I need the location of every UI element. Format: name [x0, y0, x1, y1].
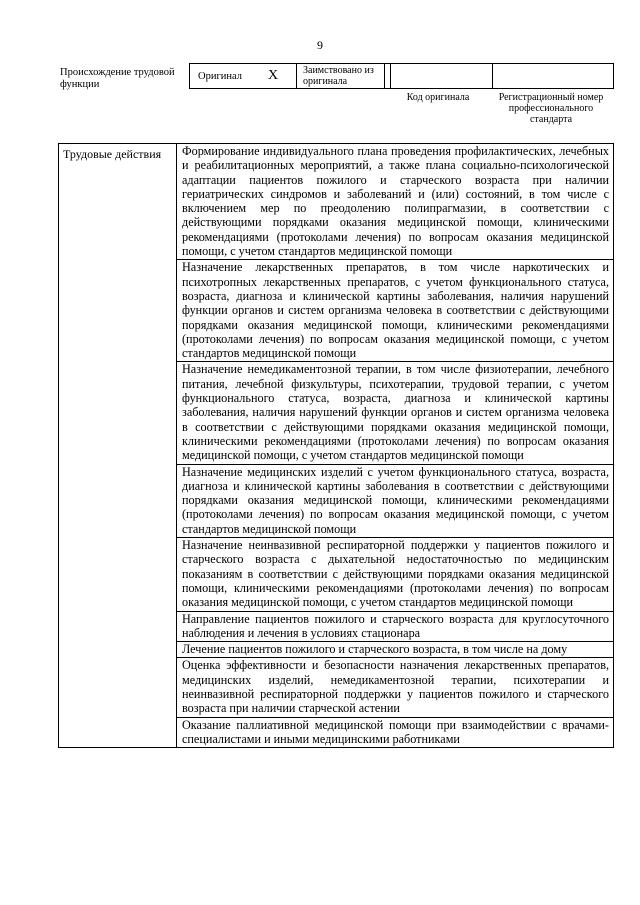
labor-actions-label: Трудовые действия — [59, 144, 177, 747]
action-item: Назначение лекарственных препаратов, в том числе наркотических и психотропных лекарственных препаратов, с учетом функционального статуса, возраста, диагноза и клинической картины заболевания, наличия нарушений функции органов и систем организма человека в соответствии с действующими порядками оказания медицинской помощи, клиническими рекомендациями (протоколами лечения) по вопросам оказания медицинской помощи, с учетом стандартов медицинской помощи — [177, 260, 613, 362]
original-label: Оригинал — [198, 70, 242, 82]
action-item: Лечение пациентов пожилого и старческого возраста, в том числе на дому — [177, 642, 613, 658]
action-item: Назначение немедикаментозной терапии, в том числе физиотерапии, лечебного питания, лечебной физкультуры, психотерапии, трудовой терапии, с учетом функционального статуса, возраста, диагноза и клинической картины заболевания, наличия нарушений функции органов и систем организма человека в соответствии с действующими порядками оказания медицинской помощи, клиническими рекомендациями (протоколами лечения) по вопросам оказания медицинской помощи, с учетом стандартов медицинской помощи — [177, 362, 613, 464]
borrowed-cell: Заимствовано из оригинала — [297, 64, 385, 88]
action-item: Назначение медицинских изделий с учетом функционального статуса, возраста, диагноза и клинической картины заболевания в соответствии с действующими порядками оказания медицинской помощи, клиническими рекомендациями (протоколами лечения) по вопросам оказания медицинской помощи, с учетом стандартов медицинской помощи — [177, 465, 613, 538]
original-code-cell — [391, 64, 493, 88]
original-code-caption: Код оригинала — [406, 92, 470, 103]
origin-box — [189, 63, 614, 89]
original-mark: X — [268, 68, 279, 83]
original-cell — [190, 64, 297, 88]
labor-actions-list — [177, 144, 613, 747]
registration-number-caption: Регистрационный номер профессионального стандарта — [498, 92, 604, 125]
registration-number-cell — [493, 64, 613, 88]
action-item: Формирование индивидуального плана проведения профилактических, лечебных и реабилитационных мероприятий, а также плана социально-психологической адаптации пациентов пожилого и старческого возраста при наличии гериатрических синдромов и заболеваний и (или) состояний, в том числе с включением мер по преодолению полипрагмазии, в соответствии с действующими порядками оказания медицинской помощи, клиническими рекомендациями (протоколами лечения) по вопросам оказания медицинской помощи, с учетом стандартов медицинской помощи — [177, 144, 613, 260]
origin-label: Происхождение трудовой функции — [60, 67, 175, 90]
labor-actions-table — [58, 143, 614, 748]
action-item: Направление пациентов пожилого и старческого возраста для круглосуточного наблюдения и лечения в условиях стационара — [177, 612, 613, 643]
action-item: Назначение неинвазивной респираторной поддержки у пациентов пожилого и старческого возраста с дыхательной недостаточностью по медицинским показаниям в соответствии с действующими порядками оказания медицинской помощи, клиническими рекомендациями (протоколами лечения) по вопросам оказания медицинской помощи, с учетом стандартов медицинской помощи — [177, 538, 613, 611]
action-item: Оценка эффективности и безопасности назначения лекарственных препаратов, медицинских изделий, немедикаментозной терапии, психотерапии и неинвазивной респираторной поддержки у пациентов пожилого и старческого возраста при наличии старческой астении — [177, 658, 613, 717]
action-item: Оказание паллиативной медицинской помощи при взаимодействии с врачами-специалистами и иными медицинскими работниками — [182, 717, 609, 746]
page-number: 9 — [317, 38, 323, 52]
